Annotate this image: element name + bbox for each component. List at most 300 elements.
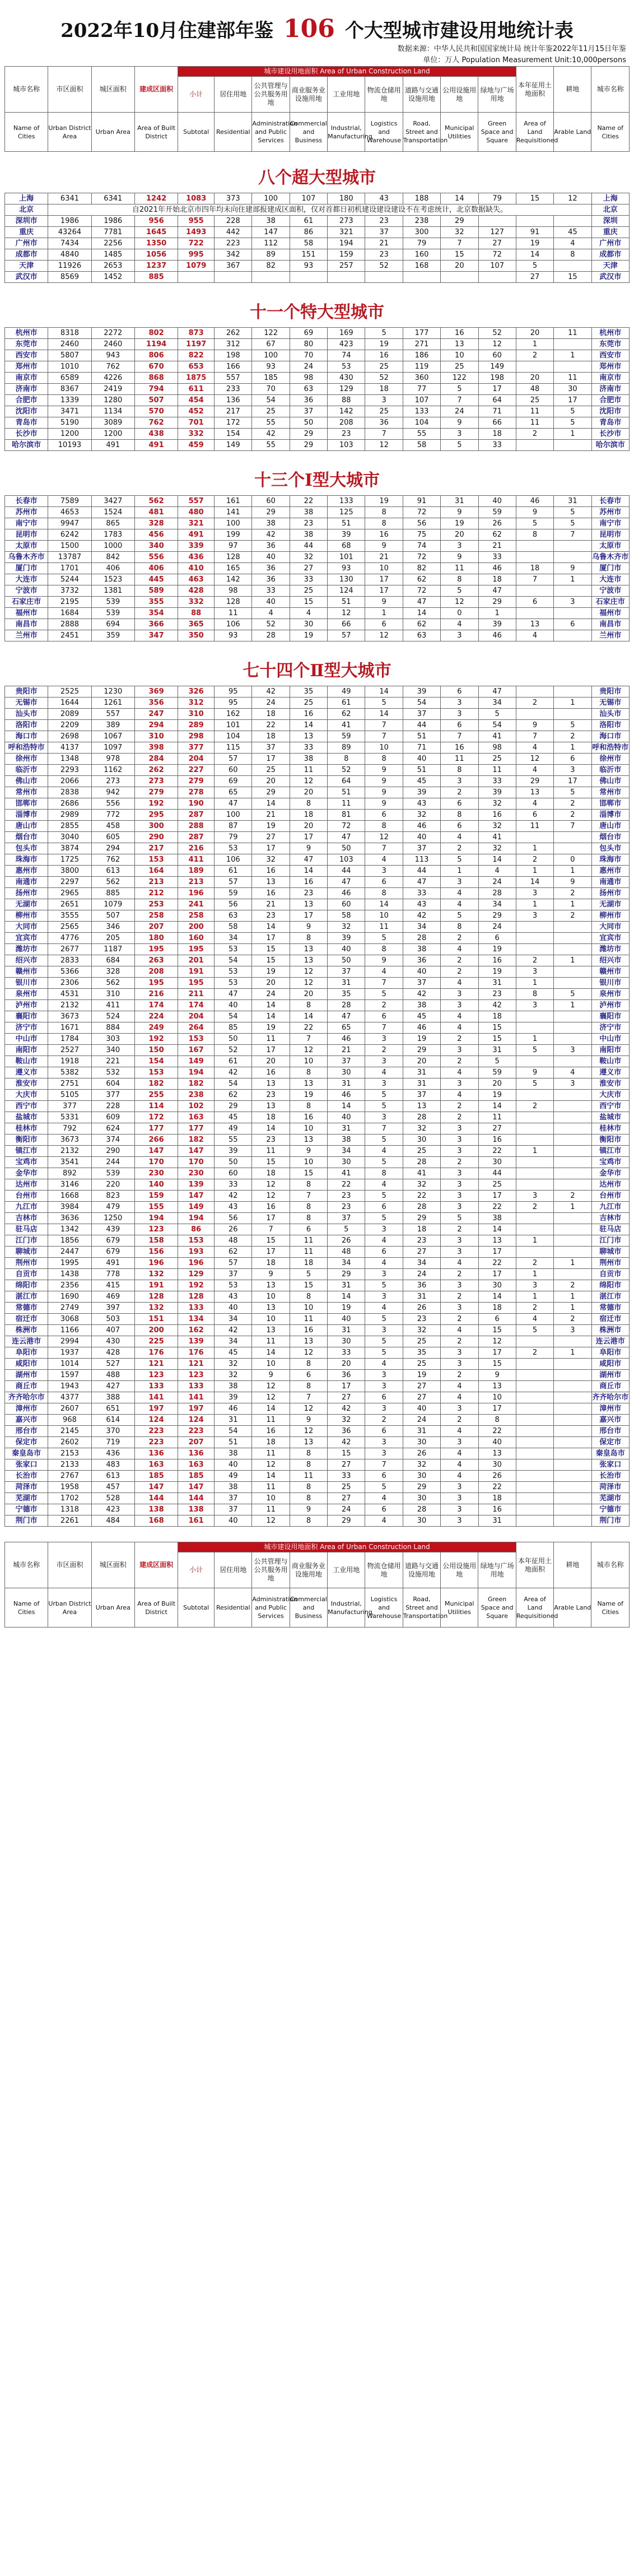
cell-value: 31 xyxy=(478,978,516,989)
cell-value: 48 xyxy=(328,1247,365,1258)
cell-value: 33 xyxy=(478,552,516,563)
cell-value xyxy=(516,1022,553,1034)
cell-city: 盐城市 xyxy=(5,1112,48,1123)
cell-value: 22 xyxy=(478,1146,516,1157)
cell-value xyxy=(554,1034,591,1045)
cell-value xyxy=(554,1235,591,1247)
cell-value: 6 xyxy=(478,1314,516,1325)
cell-value: 1056 xyxy=(134,249,178,261)
cell-city: 兰州市 xyxy=(5,630,48,641)
cell-value: 20 xyxy=(290,821,327,832)
cell-value: 2677 xyxy=(48,944,91,955)
cell-value: 19 xyxy=(478,944,516,955)
cell-value: 18 xyxy=(252,731,290,742)
cell-value: 68 xyxy=(328,541,365,552)
table-row xyxy=(5,810,630,821)
page-title xyxy=(0,15,634,43)
cell-city: 成都市 xyxy=(5,249,48,261)
cell-value: 63 xyxy=(290,384,327,395)
cell-value: 6 xyxy=(290,1224,327,1235)
cell-value: 354 xyxy=(134,608,178,619)
cell-value: 29 xyxy=(478,597,516,608)
cell-city-right: 齐齐哈尔市 xyxy=(591,1392,629,1403)
cell-city: 襄阳市 xyxy=(5,1011,48,1022)
cell-value: 1986 xyxy=(48,216,91,227)
cell-value: 71 xyxy=(478,406,516,417)
cell-value: 5 xyxy=(365,1191,403,1202)
cell-value: 4 xyxy=(516,630,553,641)
cell-value: 18 xyxy=(252,1258,290,1269)
cell-value: 63 xyxy=(215,910,252,922)
title-prefix: 2022年10月住建部年鉴 xyxy=(60,20,274,42)
title-number: 106 xyxy=(283,15,335,43)
section-table xyxy=(4,495,630,641)
cell-value: 10 xyxy=(365,910,403,922)
cell-value: 6 xyxy=(441,686,478,698)
cell-value: 56 xyxy=(403,518,440,529)
cell-value: 1200 xyxy=(48,429,91,440)
cell-value: 2460 xyxy=(91,339,134,350)
cell-value: 14 xyxy=(328,1101,365,1112)
cell-value: 22 xyxy=(478,1202,516,1213)
cell-city-right: 绍兴市 xyxy=(591,955,629,966)
cell-value: 20 xyxy=(516,328,553,339)
bottom-h-en-13: Area of Land Requisitioned xyxy=(516,1588,553,1628)
cell-city: 烟台市 xyxy=(5,832,48,843)
cell-value: 185 xyxy=(178,1471,215,1482)
cell-value: 4 xyxy=(516,765,553,776)
cell-city: 合肥市 xyxy=(5,395,48,406)
cell-value: 17 xyxy=(365,585,403,597)
cell-value: 98 xyxy=(478,742,516,754)
bottom-h-sub-0: 小计 xyxy=(178,1552,215,1588)
cell-value: 221 xyxy=(91,1056,134,1067)
cell-value: 11 xyxy=(290,765,327,776)
cell-value: 61 xyxy=(290,216,327,227)
cell-value: 4 xyxy=(441,1392,478,1403)
cell-value: 1 xyxy=(554,429,591,440)
cell-value: 5 xyxy=(365,1090,403,1101)
cell-value: 23 xyxy=(252,1090,290,1101)
cell-value: 1 xyxy=(516,1034,553,1045)
cell-value: 2855 xyxy=(48,821,91,832)
cell-value: 147 xyxy=(178,1482,215,1493)
cell-value: 2 xyxy=(516,1347,553,1359)
cell-value xyxy=(516,1224,553,1235)
cell-value: 23 xyxy=(403,1314,440,1325)
cell-value: 191 xyxy=(178,966,215,978)
cell-value: 42 xyxy=(328,1403,365,1415)
cell-value: 26 xyxy=(478,1471,516,1482)
cell-value: 37 xyxy=(215,1504,252,1515)
cell-value: 216 xyxy=(178,843,215,854)
cell-value: 10 xyxy=(365,563,403,574)
cell-value: 17 xyxy=(252,1247,290,1258)
cell-value: 168 xyxy=(134,1515,178,1527)
cell-city-right: 达州市 xyxy=(591,1179,629,1191)
cell-value: 29 xyxy=(290,429,327,440)
cell-city: 上海 xyxy=(5,193,48,204)
cell-value: 53 xyxy=(215,843,252,854)
cell-city: 唐山市 xyxy=(5,821,48,832)
cell-value: 14 xyxy=(516,249,553,261)
cell-value: 294 xyxy=(134,720,178,731)
cell-value: 19 xyxy=(328,1303,365,1314)
cell-value: 4137 xyxy=(48,742,91,754)
cell-value: 4 xyxy=(365,1493,403,1504)
cell-value: 792 xyxy=(48,1123,91,1134)
cell-city-right: 长春市 xyxy=(591,496,629,507)
cell-value: 3 xyxy=(365,1381,403,1392)
cell-value: 228 xyxy=(215,216,252,227)
bottom-h-en-4: Subtotal xyxy=(178,1588,215,1628)
cell-city-right: 北京 xyxy=(591,204,629,216)
cell-value xyxy=(554,440,591,451)
cell-value: 11 xyxy=(516,417,553,429)
cell-value: 6 xyxy=(365,1011,403,1022)
cell-value xyxy=(516,1482,553,1493)
cell-city-right: 淄博市 xyxy=(591,810,629,821)
cell-value: 885 xyxy=(91,888,134,899)
cell-value: 208 xyxy=(134,966,178,978)
table-row xyxy=(5,261,630,272)
cell-value: 238 xyxy=(403,216,440,227)
cell-value: 6 xyxy=(365,877,403,888)
cell-value: 60 xyxy=(328,899,365,910)
cell-value: 389 xyxy=(91,720,134,731)
cell-city: 湖州市 xyxy=(5,1370,48,1381)
cell-value: 59 xyxy=(478,1067,516,1078)
cell-value: 3 xyxy=(365,1370,403,1381)
cell-value: 133 xyxy=(134,1381,178,1392)
cell-value xyxy=(516,1381,553,1392)
table-header-bottom xyxy=(4,1542,630,1628)
cell-value: 1500 xyxy=(48,541,91,552)
cell-value: 3 xyxy=(365,1078,403,1090)
cell-city-right: 鞍山市 xyxy=(591,1056,629,1067)
cell-value: 366 xyxy=(134,619,178,630)
cell-value: 147 xyxy=(178,1191,215,1202)
cell-city: 九江市 xyxy=(5,1202,48,1213)
cell-value: 7 xyxy=(441,238,478,249)
cell-value: 1 xyxy=(554,1000,591,1011)
cell-value: 31 xyxy=(554,496,591,507)
cell-value: 2 xyxy=(441,1224,478,1235)
cell-value: 195 xyxy=(178,944,215,955)
table-row xyxy=(5,395,630,406)
table-row xyxy=(5,922,630,933)
cell-value: 199 xyxy=(215,529,252,541)
cell-value xyxy=(554,1146,591,1157)
cell-value: 3 xyxy=(365,1224,403,1235)
cell-city: 桂林市 xyxy=(5,1123,48,1134)
cell-value xyxy=(516,585,553,597)
cell-value: 10 xyxy=(290,1303,327,1314)
cell-value xyxy=(554,541,591,552)
cell-value: 62 xyxy=(403,619,440,630)
cell-value: 62 xyxy=(328,709,365,720)
cell-city: 南京市 xyxy=(5,373,48,384)
cell-value: 12 xyxy=(365,440,403,451)
cell-value: 12 xyxy=(252,1392,290,1403)
cell-value: 613 xyxy=(91,866,134,877)
cell-value: 5366 xyxy=(48,966,91,978)
cell-value: 3 xyxy=(441,1280,478,1291)
cell-value: 463 xyxy=(178,574,215,585)
cell-value: 539 xyxy=(91,1168,134,1179)
cell-value: 15 xyxy=(290,597,327,608)
bottom-h-name-right: 城市名称 xyxy=(591,1542,630,1588)
cell-value: 89 xyxy=(252,249,290,261)
cell-value: 892 xyxy=(48,1168,91,1179)
cell-value: 163 xyxy=(178,1112,215,1123)
cell-city: 南阳市 xyxy=(5,1045,48,1056)
cell-city: 株洲市 xyxy=(5,1325,48,1336)
cell-value: 19 xyxy=(403,1370,440,1381)
cell-value: 36 xyxy=(290,395,327,406)
cell-value: 3 xyxy=(441,1515,478,1527)
cell-value: 5 xyxy=(365,328,403,339)
cell-value: 278 xyxy=(178,787,215,798)
table-row xyxy=(5,866,630,877)
cell-value: 355 xyxy=(134,597,178,608)
cell-city: 宁波市 xyxy=(5,585,48,597)
cell-value: 155 xyxy=(134,1202,178,1213)
cell-value: 151 xyxy=(290,249,327,261)
cell-value: 51 xyxy=(328,518,365,529)
cell-value: 2356 xyxy=(48,1280,91,1291)
cell-value: 17 xyxy=(478,1403,516,1415)
cell-value: 491 xyxy=(178,529,215,541)
cell-value: 15 xyxy=(290,1168,327,1179)
cell-value: 7 xyxy=(365,978,403,989)
cell-value: 3984 xyxy=(48,1202,91,1213)
cell-city-right: 江门市 xyxy=(591,1235,629,1247)
cell-city-right: 镇江市 xyxy=(591,1146,629,1157)
cell-value: 1644 xyxy=(48,698,91,709)
cell-value: 27 xyxy=(478,238,516,249)
cell-value: 36 xyxy=(365,417,403,429)
cell-value: 367 xyxy=(215,261,252,272)
cell-value: 42 xyxy=(403,910,440,922)
cell-value: 37 xyxy=(328,966,365,978)
table-row xyxy=(5,541,630,552)
cell-value xyxy=(554,361,591,373)
cell-value: 2651 xyxy=(48,899,91,910)
cell-value xyxy=(554,686,591,698)
cell-value: 6 xyxy=(441,821,478,832)
cell-value: 159 xyxy=(328,249,365,261)
cell-value: 5807 xyxy=(48,350,91,361)
cell-value: 2 xyxy=(441,966,478,978)
table-row xyxy=(5,1258,630,1269)
cell-value xyxy=(516,552,553,563)
cell-city: 南昌市 xyxy=(5,619,48,630)
cell-city: 大同市 xyxy=(5,922,48,933)
cell-city: 厦门市 xyxy=(5,563,48,574)
cell-city-right: 遵义市 xyxy=(591,1067,629,1078)
table-row xyxy=(5,1034,630,1045)
cell-value: 43264 xyxy=(48,227,91,238)
cell-value: 40 xyxy=(403,1403,440,1415)
cell-city: 大庆市 xyxy=(5,1090,48,1101)
cell-value: 36 xyxy=(252,574,290,585)
cell-city-right: 济南市 xyxy=(591,384,629,395)
cell-value: 24 xyxy=(478,922,516,933)
cell-value: 11 xyxy=(252,1415,290,1426)
cell-value: 8 xyxy=(290,798,327,810)
cell-value: 11 xyxy=(516,821,553,832)
cell-value: 41 xyxy=(328,720,365,731)
cell-value: 1 xyxy=(478,608,516,619)
cell-value: 995 xyxy=(178,249,215,261)
cell-value: 4 xyxy=(365,854,403,866)
cell-city: 柳州市 xyxy=(5,910,48,922)
cell-value: 128 xyxy=(215,552,252,563)
cell-value: 16 xyxy=(478,810,516,821)
cell-value: 86 xyxy=(290,227,327,238)
cell-value: 4 xyxy=(441,978,478,989)
cell-value: 149 xyxy=(478,361,516,373)
cell-value: 8 xyxy=(290,1291,327,1303)
cell-value: 2686 xyxy=(48,798,91,810)
table-row xyxy=(5,496,630,507)
cell-value: 14 xyxy=(252,922,290,933)
cell-value: 123 xyxy=(134,1370,178,1381)
cell-value: 50 xyxy=(215,1157,252,1168)
cell-value: 310 xyxy=(134,731,178,742)
table-row xyxy=(5,272,630,283)
cell-city: 绍兴市 xyxy=(5,955,48,966)
cell-value: 163 xyxy=(134,1459,178,1471)
cell-value: 29 xyxy=(328,1269,365,1280)
cell-value: 16 xyxy=(252,866,290,877)
table-row xyxy=(5,1359,630,1370)
cell-city-right: 兰州市 xyxy=(591,630,629,641)
cell-value: 885 xyxy=(134,272,178,283)
cell-value: 556 xyxy=(134,552,178,563)
cell-value: 54 xyxy=(403,698,440,709)
cell-value: 3 xyxy=(441,698,478,709)
cell-city: 银川市 xyxy=(5,978,48,989)
cell-value: 491 xyxy=(91,440,134,451)
cell-city-right: 昆明市 xyxy=(591,529,629,541)
cell-value: 71 xyxy=(403,742,440,754)
cell-value: 159 xyxy=(134,1191,178,1202)
cell-value: 38 xyxy=(478,1213,516,1224)
cell-value: 557 xyxy=(91,709,134,720)
cell-city: 宝鸡市 xyxy=(5,1157,48,1168)
cell-city: 齐齐哈尔市 xyxy=(5,1392,48,1403)
bottom-h-band: 城市建设用地面积 Area of Urban Construction Land xyxy=(178,1542,516,1552)
cell-city: 中山市 xyxy=(5,1034,48,1045)
table-row xyxy=(5,1471,630,1482)
cell-value: 13 xyxy=(252,1280,290,1291)
cell-value: 16 xyxy=(252,1067,290,1078)
cell-value: 772 xyxy=(91,810,134,821)
cell-city-right: 青岛市 xyxy=(591,417,629,429)
cell-value: 24 xyxy=(252,989,290,1000)
cell-value: 74 xyxy=(403,541,440,552)
cell-value: 12 xyxy=(290,966,327,978)
cell-value: 194 xyxy=(178,1213,215,1224)
cell-value: 27 xyxy=(478,1123,516,1134)
cell-value: 388 xyxy=(91,1392,134,1403)
cell-value: 196 xyxy=(178,1258,215,1269)
cell-value: 13 xyxy=(290,1078,327,1090)
cell-value: 123 xyxy=(134,1224,178,1235)
cell-value: 69 xyxy=(215,776,252,787)
cell-value: 1134 xyxy=(91,406,134,417)
cell-value: 719 xyxy=(91,1437,134,1448)
cell-value: 207 xyxy=(178,1437,215,1448)
cell-value: 161 xyxy=(178,1515,215,1527)
cell-value: 160 xyxy=(178,933,215,944)
cell-value: 25 xyxy=(403,1336,440,1347)
cell-value: 21 xyxy=(252,899,290,910)
cell-value: 4 xyxy=(441,1426,478,1437)
cell-city: 武汉市 xyxy=(5,272,48,283)
cell-value: 2 xyxy=(516,698,553,709)
cell-value: 262 xyxy=(134,765,178,776)
cell-value: 31 xyxy=(328,978,365,989)
cell-value: 7 xyxy=(252,1224,290,1235)
cell-value xyxy=(516,1403,553,1415)
cell-city: 芜湖市 xyxy=(5,1493,48,1504)
cell-city-right: 邢台市 xyxy=(591,1426,629,1437)
cell-value: 8 xyxy=(328,754,365,765)
cell-value: 8 xyxy=(441,810,478,821)
cell-value: 21 xyxy=(478,541,516,552)
cell-value: 21 xyxy=(365,552,403,563)
cell-value: 20 xyxy=(403,1056,440,1067)
cell-value: 43 xyxy=(365,193,403,204)
table-row xyxy=(5,787,630,798)
cell-value: 18 xyxy=(290,810,327,821)
cell-value: 273 xyxy=(328,216,365,227)
cell-value: 4776 xyxy=(48,933,91,944)
cell-value xyxy=(554,1381,591,1392)
cell-value: 6 xyxy=(441,720,478,731)
cell-value: 104 xyxy=(215,731,252,742)
top-h-sub-1: 居住用地 xyxy=(215,77,252,113)
cell-city-right: 西宁市 xyxy=(591,1101,629,1112)
cell-value: 5190 xyxy=(48,417,91,429)
cell-value: 38 xyxy=(215,1448,252,1459)
cell-value: 162 xyxy=(215,709,252,720)
cell-value: 36 xyxy=(328,1370,365,1381)
cell-value: 40 xyxy=(403,966,440,978)
cell-value: 8 xyxy=(554,249,591,261)
cell-value: 30 xyxy=(478,1459,516,1471)
top-h-en-0: Name of Cities xyxy=(5,113,48,152)
cell-value: 10 xyxy=(252,1493,290,1504)
cell-value xyxy=(252,272,290,283)
cell-value: 3 xyxy=(441,541,478,552)
cell-value xyxy=(554,1459,591,1471)
cell-value: 8 xyxy=(290,1202,327,1213)
cell-value: 7 xyxy=(365,429,403,440)
table-row xyxy=(5,238,630,249)
title-suffix: 个大型城市建设用地统计表 xyxy=(344,20,574,42)
table-row xyxy=(5,1235,630,1247)
cell-city-right: 佛山市 xyxy=(591,776,629,787)
cell-value: 138 xyxy=(178,1504,215,1515)
cell-value: 11 xyxy=(252,1448,290,1459)
cell-value: 38 xyxy=(290,529,327,541)
cell-value: 778 xyxy=(91,1269,134,1280)
cell-value: 1645 xyxy=(134,227,178,238)
